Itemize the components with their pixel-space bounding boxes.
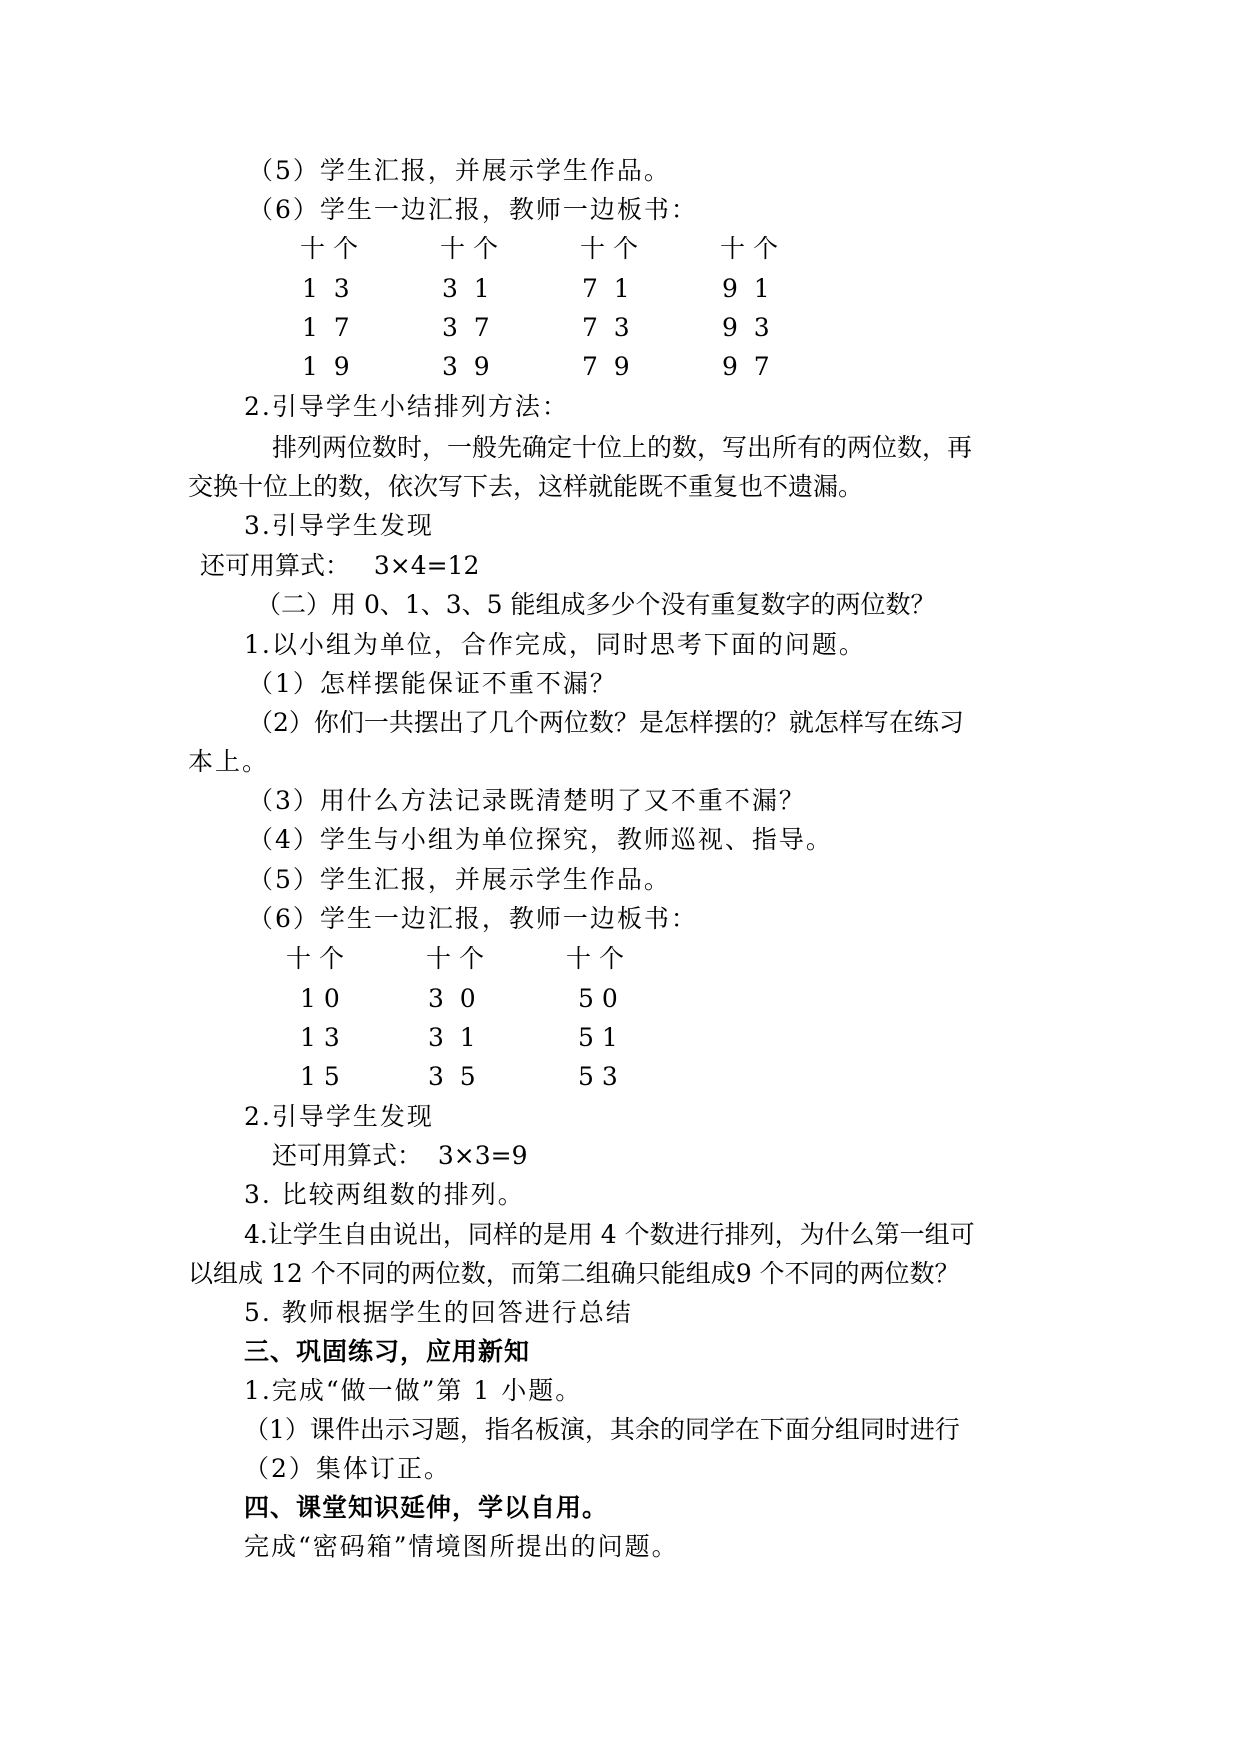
table2-cell: 3 0: [428, 984, 476, 1013]
table1-cell: 1 7: [302, 313, 350, 342]
summary-line-2: 交换十位上的数，依次写下去，这样就能既不重复也不遗漏。: [188, 472, 864, 501]
section-4-text: 完成“密码箱”情境图所提出的问题。: [244, 1532, 679, 1561]
compare-text: 3. 比较两组数的排列。: [244, 1180, 525, 1209]
table2-cell: 1 3: [300, 1023, 340, 1052]
section-3-item-1: 1.完成“做一做”第 1 小题。: [244, 1376, 583, 1405]
table2-cell: 1 0: [300, 984, 340, 1013]
summary-title: 2.引导学生小结排列方法：: [244, 392, 569, 421]
table1-cell: 7 3: [582, 313, 630, 342]
discover-title-2: 2.引导学生发现: [244, 1102, 434, 1131]
part2-title: （二）用 0、1、3、5 能组成多少个没有重复数字的两位数？: [256, 590, 936, 619]
table1-cell: 3 7: [442, 313, 490, 342]
table1-cell: 3 9: [442, 352, 490, 381]
table1-header: 十 个: [580, 234, 638, 263]
section-3-sub-2: （2）集体订正。: [244, 1454, 451, 1483]
question-3: （3）用什么方法记录既清楚明了又不重不漏？: [248, 786, 806, 815]
table1-cell: 7 9: [582, 352, 630, 381]
table2-cell: 3 5: [428, 1062, 476, 1091]
question-2-line-2: 本上。: [188, 747, 270, 776]
question-5: （5）学生汇报，并展示学生作品。: [248, 865, 671, 894]
table2-header: 十 个: [566, 944, 624, 973]
step-6-text: （6）学生一边汇报，教师一边板书：: [248, 195, 698, 224]
table2-cell: 3 1: [428, 1023, 476, 1052]
table1-cell: 3 1: [442, 274, 490, 303]
table1-cell: 9 3: [722, 313, 770, 342]
section-4-heading: 四、课堂知识延伸，学以自用。: [244, 1493, 609, 1522]
table2-header: 十 个: [426, 944, 484, 973]
section-3-heading: 三、巩固练习，应用新知: [244, 1337, 531, 1366]
table1-cell: 9 1: [722, 274, 770, 303]
table2-header: 十 个: [286, 944, 344, 973]
section-3-sub-1: （1）课件出示习题，指名板演，其余的同学在下面分组同时进行: [244, 1415, 960, 1444]
table1-cell: 1 3: [302, 274, 350, 303]
table2-cell: 5 3: [578, 1062, 618, 1091]
free-talk-line-2: 以组成 12 个不同的两位数，而第二组确只能组成9 个不同的两位数？: [188, 1259, 960, 1288]
table2-cell: 5 0: [578, 984, 618, 1013]
free-talk-line-1: 4.让学生自由说出，同样的是用 4 个数进行排列，为什么第一组可: [244, 1220, 975, 1249]
part2-step-1: 1.以小组为单位，合作完成，同时思考下面的问题。: [244, 630, 866, 659]
question-1: （1）怎样摆能保证不重不漏？: [248, 669, 617, 698]
question-4: （4）学生与小组为单位探究，教师巡视、指导。: [248, 825, 833, 854]
table2-cell: 5 1: [578, 1023, 618, 1052]
formula-2: 还可用算式： 3×3=9: [272, 1141, 528, 1170]
summary-line-1: 排列两位数时，一般先确定十位上的数，写出所有的两位数，再: [272, 433, 973, 462]
question-6: （6）学生一边汇报，教师一边板书：: [248, 904, 698, 933]
table1-cell: 1 9: [302, 352, 350, 381]
table2-cell: 1 5: [300, 1062, 340, 1091]
question-2-line-1: （2）你们一共摆出了几个两位数？是怎样摆的？就怎样写在练习: [248, 708, 964, 737]
table1-header: 十 个: [300, 234, 358, 263]
step-5-text: （5）学生汇报，并展示学生作品。: [248, 156, 671, 185]
table1-cell: 9 7: [722, 352, 770, 381]
table1-header: 十 个: [440, 234, 498, 263]
discover-title: 3.引导学生发现: [244, 511, 434, 540]
formula-1: 还可用算式： 3×4=12: [200, 551, 480, 580]
table1-cell: 7 1: [582, 274, 630, 303]
table1-header: 十 个: [720, 234, 778, 263]
teacher-summary: 5. 教师根据学生的回答进行总结: [244, 1298, 633, 1327]
